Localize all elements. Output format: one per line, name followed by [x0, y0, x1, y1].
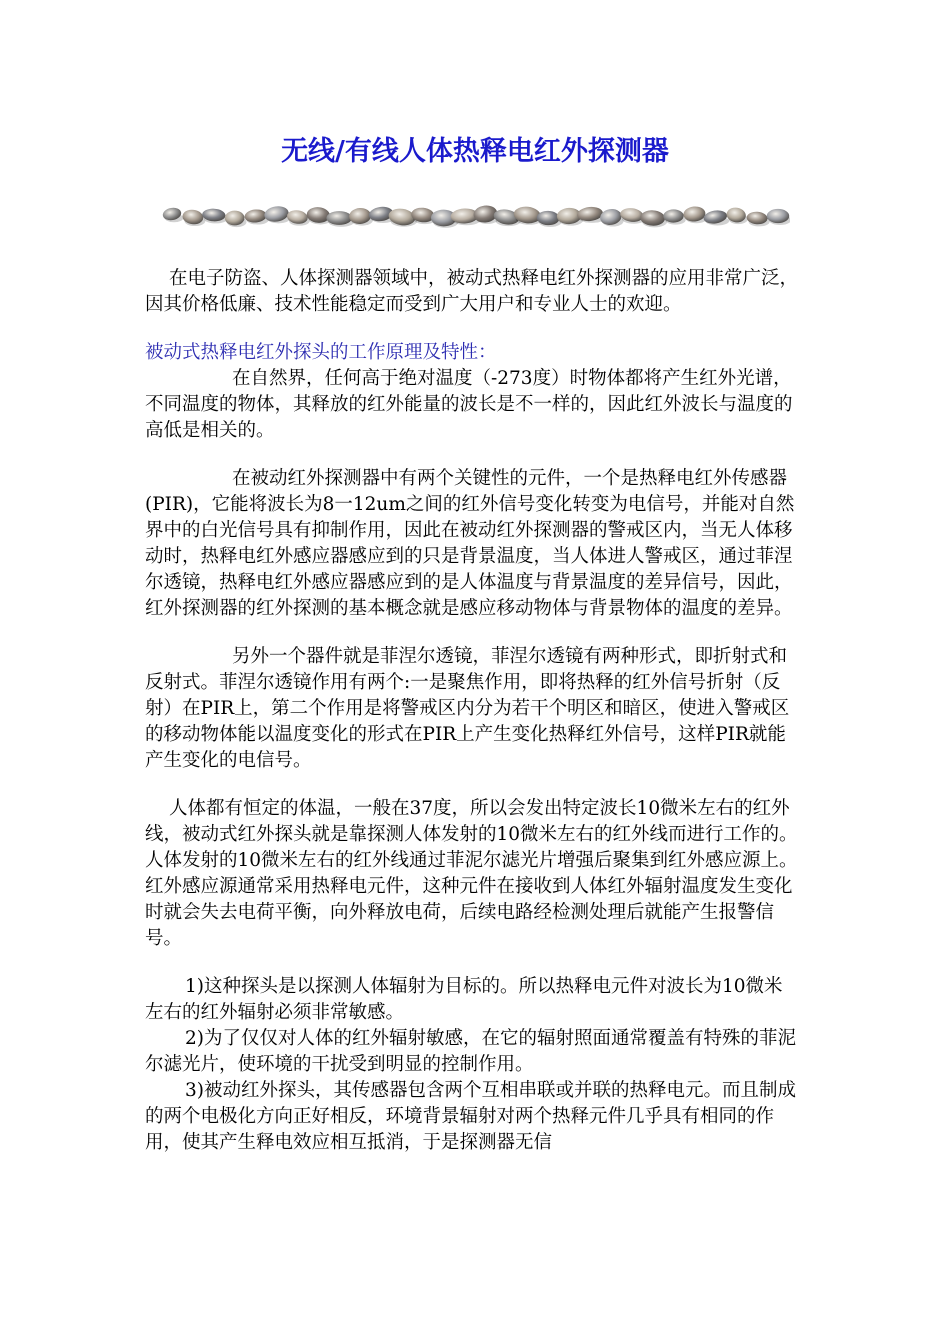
- section-heading: 被动式热释电红外探头的工作原理及特性：: [145, 342, 497, 363]
- list-item-2: 2)为了仅仅对人体的红外辐射敏感，在它的辐射照面通常覆盖有特殊的菲泥尔滤光片，使环境的干扰受到明显的控制作用。: [145, 1028, 796, 1075]
- document-body: [145, 266, 800, 1156]
- body-paragraph-3: 另外一个器件就是菲涅尔透镜，菲涅尔透镜有两种形式，即折射式和反射式。菲涅尔透镜作用有两个:一是聚焦作用，即将热释的红外信号折射（反射）在PIR上，第二个作用是将警戒区内分为若干个明区和暗区，使进入警戒区的移动物体能以温度变化的形式在PIR上产生变化热释红外信号，这样PIR就能产生变化的电信号。: [145, 646, 790, 771]
- body-paragraph-1: 在自然界，任何高于绝对温度（-273度）时物体都将产生红外光谱，不同温度的物体，其释放的红外能量的波长是不一样的，因此红外波长与温度的高低是相关的。: [145, 368, 793, 441]
- list-item-3: 3)被动红外探头，其传感器包含两个互相串联或并联的热释电元。而且制成的两个电极化方向正好相反，环境背景辐射对两个热释元件几乎具有相同的作用，使其产生释电效应相互抵消，于是探测器无信: [145, 1080, 796, 1153]
- body-paragraph-2: 在被动红外探测器中有两个关键性的元件，一个是热释电红外传感器(PIR)，它能将波长为8一12um之间的红外信号变化转变为电信号，并能对自然界中的白光信号具有抑制作用，因此在被动红外探测器的警戒区内，当无人体移动时，热释电红外感应器感应到的只是背景温度，当人体进人警戒区，通过菲涅尔透镜，热释电红外感应器感应到的是人体温度与背景温度的差异信号，因此，红外探测器的红外探测的基本概念就是感应移动物体与背景物体的温度的差异。: [145, 468, 795, 619]
- pebble-row-divider: [160, 196, 790, 236]
- pebble: [767, 209, 790, 223]
- body-paragraph-4: 人体都有恒定的体温，一般在37度，所以会发出特定波长10微米左右的红外线，被动式红外探头就是靠探测人体发射的10微米左右的红外线而进行工作的。人体发射的10微米左右的红外线通过菲泥尔滤光片增强后聚集到红外感应源上。红外感应源通常采用热释电元件，这种元件在接收到人体红外辐射温度发生变化时就会失去电荷平衡，向外释放电荷，后续电路经检测处理后就能产生报警信号。: [145, 798, 798, 949]
- pebble: [326, 211, 352, 225]
- document-title: 无线/有线人体热释电红外探测器: [281, 136, 669, 167]
- intro-paragraph: 在电子防盗、人体探测器领域中，被动式热释电红外探测器的应用非常广泛，因其价格低廉、技术性能稳定而受到广大用户和专业人士的欢迎。: [145, 268, 799, 315]
- list-item-1: 1)这种探头是以探测人体辐射为目标的。所以热释电元件对波长为10微米左右的红外辐射必须非常敏感。: [145, 976, 783, 1023]
